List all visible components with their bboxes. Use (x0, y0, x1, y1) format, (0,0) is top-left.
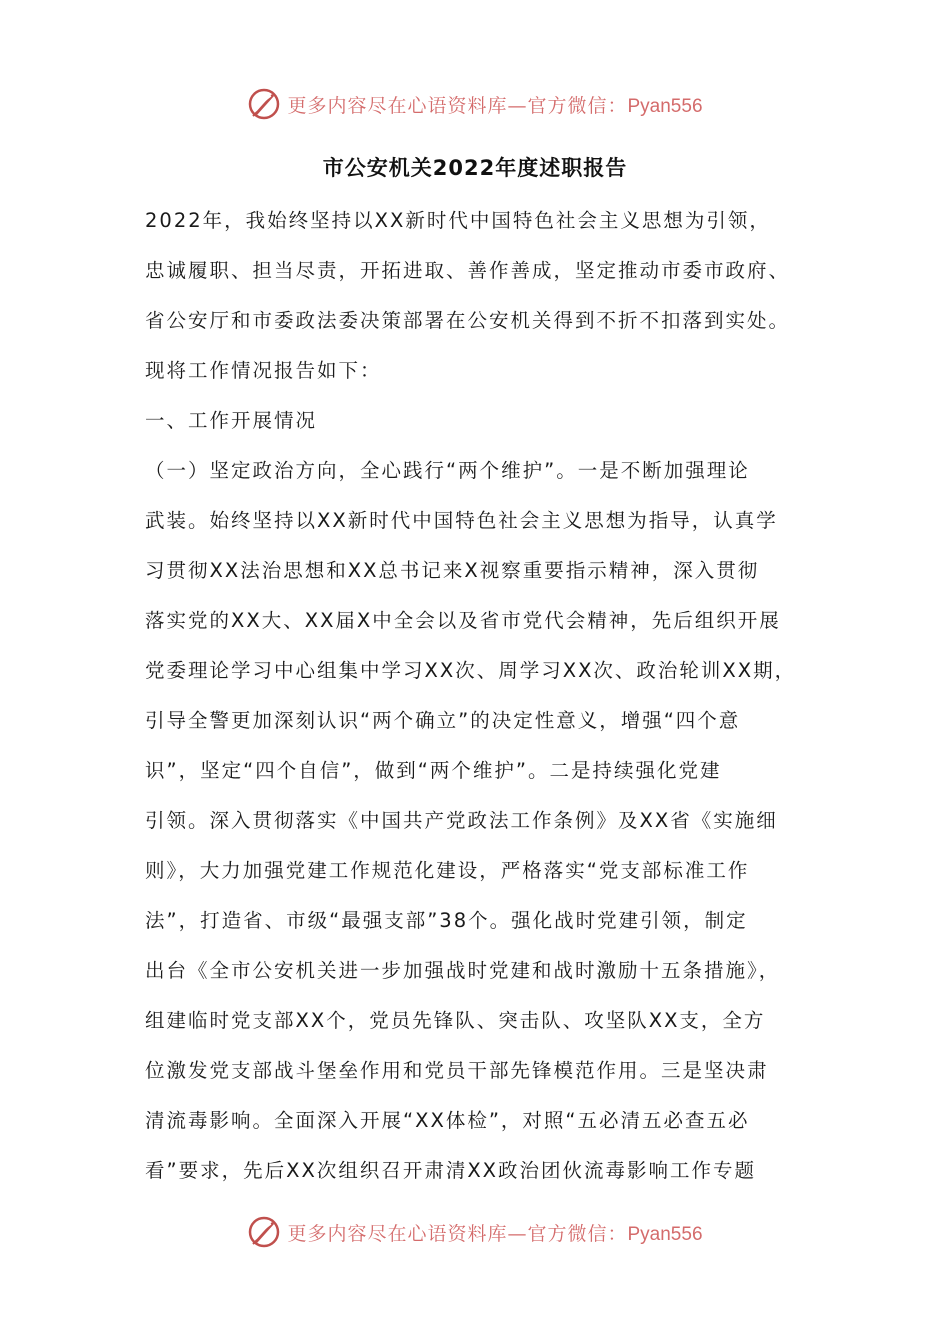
body-line: 则》，大力加强党建工作规范化建设，严格落实“党支部标准工作 (145, 859, 750, 882)
body-line: 组建临时党支部XX个，党员先锋队、突击队、攻坚队XX支，全方 (145, 1009, 766, 1032)
quill-logo-icon (247, 87, 281, 121)
body-line: 清流毒影响。全面深入开展“XX体检”，对照“五必清五必查五必 (145, 1109, 750, 1132)
body-line: 现将工作情况报告如下： (145, 359, 382, 382)
quill-logo-icon (247, 1215, 281, 1249)
body-line: 识”，坚定“四个自信”，做到“两个维护”。二是持续强化党建 (145, 759, 722, 782)
body-line: （一）坚定政治方向，全心践行“两个维护”。一是不断加强理论 (145, 459, 750, 482)
body-line: 位激发党支部战斗堡垒作用和党员干部先锋模范作用。三是坚决肃 (145, 1059, 769, 1082)
watermark-wechat-id: Pyan556 (627, 1223, 703, 1245)
watermark-wechat-id: Pyan556 (627, 95, 703, 117)
document-body (145, 196, 825, 1196)
body-line: 法”，打造省、市级“最强支部”38个。强化战时党建引领，制定 (145, 909, 748, 932)
watermark-text-cn: 更多内容尽在心语资料库—官方微信： (287, 94, 628, 117)
section-heading: 一、工作开展情况 (145, 409, 318, 432)
body-line: 省公安厅和市委政法委决策部署在公安机关得到不折不扣落到实处。 (145, 309, 791, 332)
body-line: 2022年，我始终坚持以XX新时代中国特色社会主义思想为引领， (145, 209, 771, 232)
watermark-top (0, 84, 950, 124)
watermark-text-cn: 更多内容尽在心语资料库—官方微信： (287, 1222, 628, 1245)
body-line: 党委理论学习中心组集中学习XX次、周学习XX次、政治轮训XX期， (145, 659, 797, 682)
body-line: 引领。深入贯彻落实《中国共产党政法工作条例》及XX省《实施细 (145, 809, 778, 832)
body-line: 落实党的XX大、XX届X中全会以及省市党代会精神，先后组织开展 (145, 609, 781, 632)
watermark-text (287, 91, 702, 118)
document-title: 市公安机关2022年度述职报告 (322, 156, 628, 180)
body-line: 武装。始终坚持以XX新时代中国特色社会主义思想为指导，认真学 (145, 509, 778, 532)
body-line: 习贯彻XX法治思想和XX总书记来X视察重要指示精神，深入贯彻 (145, 559, 760, 582)
watermark-text (287, 1219, 702, 1246)
watermark-bottom (0, 1212, 950, 1252)
body-line: 看”要求，先后XX次组织召开肃清XX政治团伙流毒影响工作专题 (145, 1159, 757, 1182)
body-line: 出台《全市公安机关进一步加强战时党建和战时激励十五条措施》， (145, 959, 781, 982)
body-line: 忠诚履职、担当尽责，开拓进取、善作善成，坚定推动市委市政府、 (145, 259, 791, 282)
body-line: 引导全警更加深刻认识“两个确立”的决定性意义，增强“四个意 (145, 709, 741, 732)
